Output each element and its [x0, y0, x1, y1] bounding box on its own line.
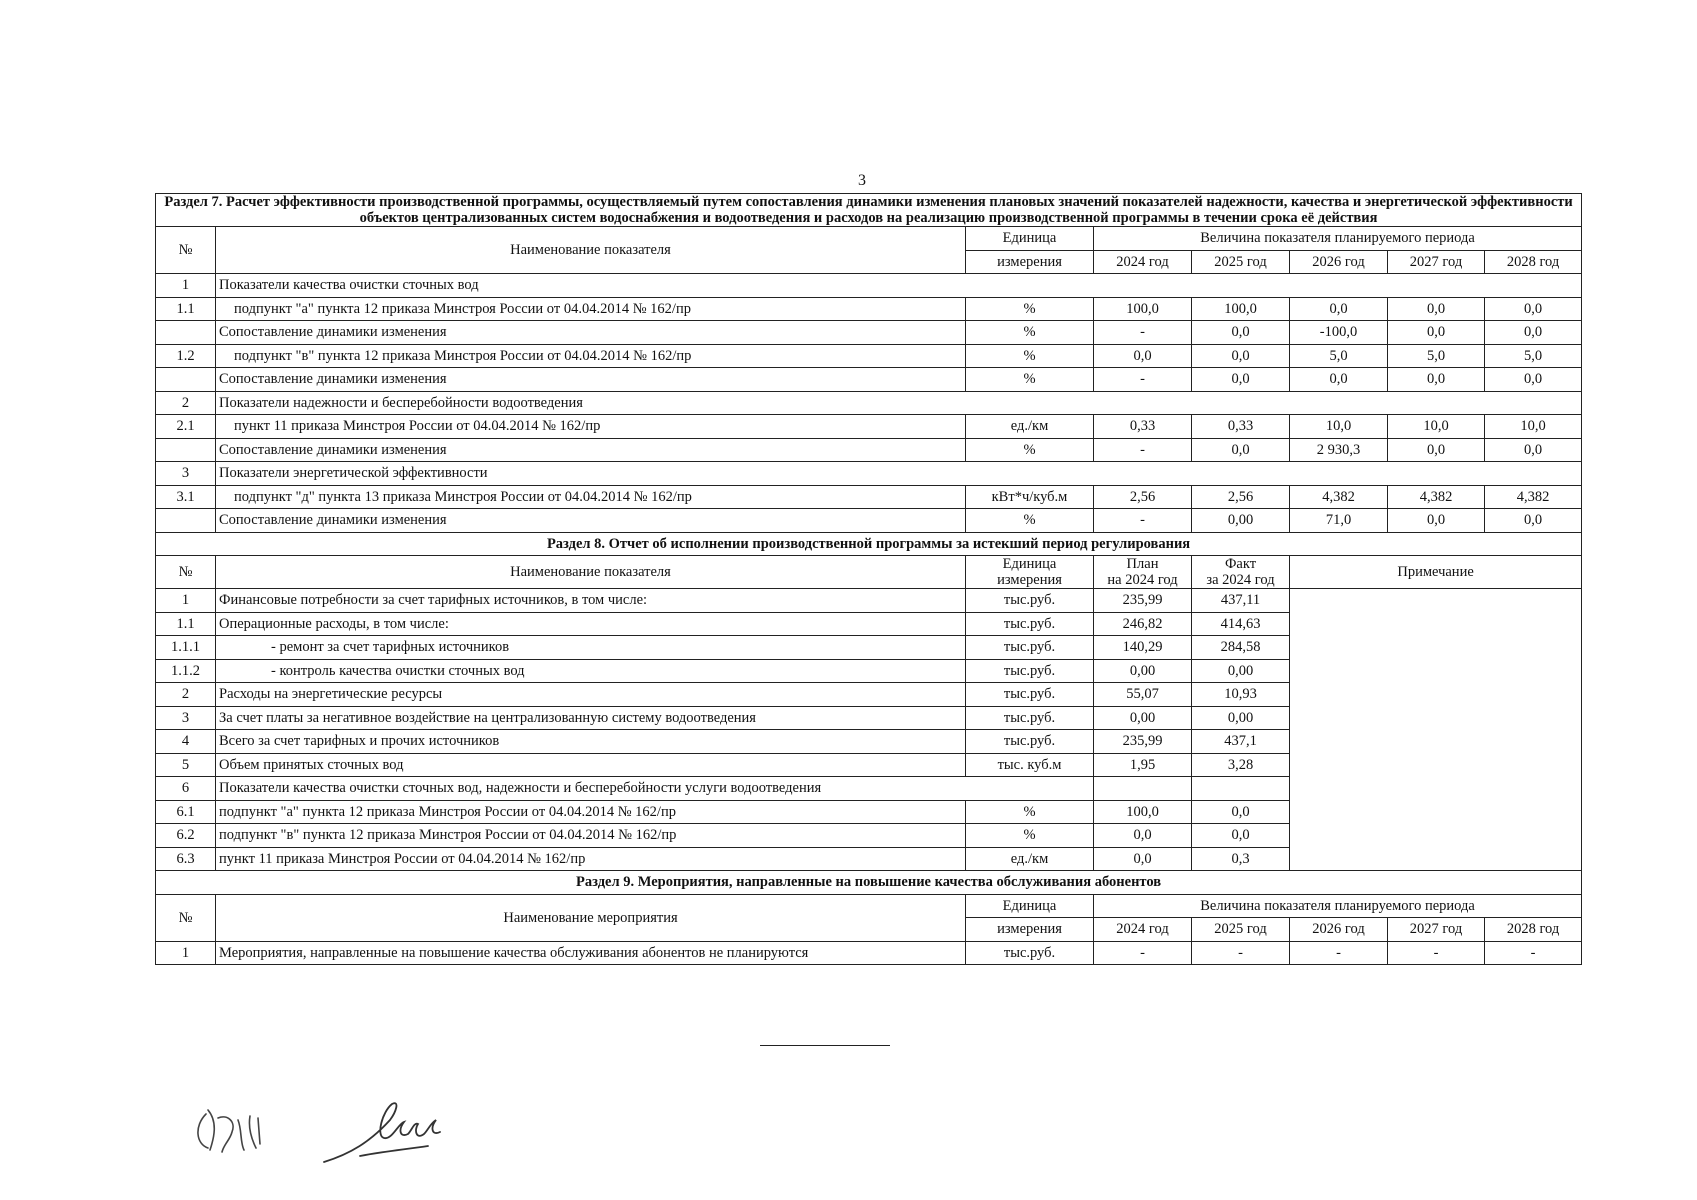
- value: 0,33: [1094, 415, 1192, 439]
- plan-value: 246,82: [1094, 612, 1192, 636]
- fact-value: 0,00: [1192, 659, 1290, 683]
- section-7-row: [156, 415, 1582, 439]
- plan-value: 0,0: [1094, 824, 1192, 848]
- value: -: [1094, 368, 1192, 392]
- unit: %: [966, 509, 1094, 533]
- header-fact: [1192, 556, 1290, 589]
- value: 10,0: [1290, 415, 1388, 439]
- value: 5,0: [1290, 344, 1388, 368]
- header-planned-period: Величина показателя планируемого периода: [1094, 894, 1582, 918]
- indicator-name: подпункт "а" пункта 12 приказа Минстроя России от 04.04.2014 № 162/пр: [216, 297, 966, 321]
- header-planned-period: Величина показателя планируемого периода: [1094, 227, 1582, 251]
- unit: %: [966, 824, 1094, 848]
- indicator-name: подпункт "д" пункта 13 приказа Минстроя России от 04.04.2014 № 162/пр: [216, 485, 966, 509]
- section-7-header-row: [156, 227, 1582, 251]
- header-year: 2026 год: [1290, 918, 1388, 942]
- value: 0,33: [1192, 415, 1290, 439]
- unit: тыс.руб.: [966, 730, 1094, 754]
- value: 4,382: [1388, 485, 1485, 509]
- section-9-header-row: [156, 894, 1582, 918]
- unit: %: [966, 368, 1094, 392]
- value: 10,0: [1485, 415, 1582, 439]
- indicator-name: Операционные расходы, в том числе:: [216, 612, 966, 636]
- row-number: 1: [156, 941, 216, 965]
- indicator-name: За счет платы за негативное воздействие на централизованную систему водоотведения: [216, 706, 966, 730]
- unit: ед./км: [966, 847, 1094, 871]
- section-7-row: [156, 462, 1582, 486]
- header-year: 2024 год: [1094, 250, 1192, 274]
- header-unit-line2: измерения: [997, 572, 1062, 588]
- section-7-row: [156, 368, 1582, 392]
- value: -: [1094, 321, 1192, 345]
- plan-value: 0,00: [1094, 706, 1192, 730]
- value: -: [1094, 509, 1192, 533]
- unit: %: [966, 438, 1094, 462]
- value: 4,382: [1485, 485, 1582, 509]
- row-number: 6.1: [156, 800, 216, 824]
- unit: тыс.руб.: [966, 636, 1094, 660]
- group-title: Показатели качества очистки сточных вод, надежности и бесперебойности услуги водоотведения: [216, 777, 1094, 801]
- value: 71,0: [1290, 509, 1388, 533]
- value: 100,0: [1192, 297, 1290, 321]
- header-year: 2026 год: [1290, 250, 1388, 274]
- indicator-name: Всего за счет тарифных и прочих источников: [216, 730, 966, 754]
- note-cell: [1290, 589, 1582, 871]
- section-7-row: [156, 438, 1582, 462]
- value: 5,0: [1485, 344, 1582, 368]
- fact-value: 437,1: [1192, 730, 1290, 754]
- value: -: [1485, 941, 1582, 965]
- header-indicator-name: Наименование показателя: [216, 556, 966, 589]
- unit: %: [966, 800, 1094, 824]
- section-7-title-row: [156, 194, 1582, 227]
- value: 2,56: [1192, 485, 1290, 509]
- value: 0,0: [1192, 368, 1290, 392]
- header-year: 2024 год: [1094, 918, 1192, 942]
- section-8-title-row: [156, 532, 1582, 556]
- header-note: Примечание: [1290, 556, 1582, 589]
- signature: [320, 1090, 450, 1170]
- indicator-name: подпункт "в" пункта 12 приказа Минстроя России от 04.04.2014 № 162/пр: [216, 824, 966, 848]
- section-7-row: [156, 274, 1582, 298]
- unit: %: [966, 321, 1094, 345]
- header-year: 2025 год: [1192, 918, 1290, 942]
- page-number: 3: [858, 172, 866, 189]
- indicator-name: Расходы на энергетические ресурсы: [216, 683, 966, 707]
- header-unit: [966, 556, 1094, 589]
- row-number: 4: [156, 730, 216, 754]
- section-9-title-row: [156, 871, 1582, 895]
- unit: %: [966, 297, 1094, 321]
- fact-value: 284,58: [1192, 636, 1290, 660]
- header-unit-line1: Единица: [1002, 556, 1057, 572]
- initials-signature: [188, 1100, 288, 1160]
- header-number: №: [156, 556, 216, 589]
- unit: тыс.руб.: [966, 683, 1094, 707]
- row-number: 1.1.1: [156, 636, 216, 660]
- indicator-name: пункт 11 приказа Минстроя России от 04.04.2014 № 162/пр: [216, 847, 966, 871]
- section-7-row: [156, 297, 1582, 321]
- section-7-row: [156, 391, 1582, 415]
- header-plan-line1: План: [1126, 556, 1159, 572]
- row-number: 3.1: [156, 485, 216, 509]
- row-number: 1.1: [156, 297, 216, 321]
- header-indicator-name: Наименование показателя: [216, 227, 966, 274]
- value: 0,0: [1388, 438, 1485, 462]
- section-9-title: Раздел 9. Мероприятия, направленные на повышение качества обслуживания абонентов: [156, 871, 1582, 895]
- row-number: 5: [156, 753, 216, 777]
- group-title: Показатели качества очистки сточных вод: [216, 274, 1582, 298]
- row-number: 3: [156, 706, 216, 730]
- header-measure-name: Наименование мероприятия: [216, 894, 966, 941]
- value: 0,00: [1192, 509, 1290, 533]
- value: 4,382: [1290, 485, 1388, 509]
- row-number: 1: [156, 589, 216, 613]
- report-table: [155, 193, 1582, 965]
- unit: кВт*ч/куб.м: [966, 485, 1094, 509]
- header-year: 2028 год: [1485, 918, 1582, 942]
- value: 5,0: [1388, 344, 1485, 368]
- header-year: 2027 год: [1388, 918, 1485, 942]
- indicator-name: Сопоставление динамики изменения: [216, 438, 966, 462]
- header-fact-line2: за 2024 год: [1206, 572, 1275, 588]
- value: -: [1192, 941, 1290, 965]
- row-number: [156, 438, 216, 462]
- indicator-name: Сопоставление динамики изменения: [216, 321, 966, 345]
- value: -: [1290, 941, 1388, 965]
- section-7-row: [156, 344, 1582, 368]
- unit: ед./км: [966, 415, 1094, 439]
- group-title: Показатели надежности и бесперебойности водоотведения: [216, 391, 1582, 415]
- fact-value: 0,00: [1192, 706, 1290, 730]
- row-number: [156, 509, 216, 533]
- value: 0,0: [1485, 368, 1582, 392]
- value: 0,0: [1485, 509, 1582, 533]
- unit: тыс.руб.: [966, 941, 1094, 965]
- plan-value: 1,95: [1094, 753, 1192, 777]
- header-fact-line1: Факт: [1224, 556, 1257, 572]
- row-number: 2: [156, 391, 216, 415]
- row-number: 6.3: [156, 847, 216, 871]
- value: 0,0: [1485, 438, 1582, 462]
- plan-value: 235,99: [1094, 589, 1192, 613]
- unit: тыс.руб.: [966, 612, 1094, 636]
- fact-value: [1192, 777, 1290, 801]
- header-year: 2025 год: [1192, 250, 1290, 274]
- header-plan-line2: на 2024 год: [1107, 572, 1178, 588]
- row-number: 1.2: [156, 344, 216, 368]
- indicator-name: - ремонт за счет тарифных источников: [216, 636, 966, 660]
- unit: %: [966, 344, 1094, 368]
- row-number: [156, 321, 216, 345]
- value: 0,0: [1388, 509, 1485, 533]
- unit: тыс.руб.: [966, 659, 1094, 683]
- row-number: 2: [156, 683, 216, 707]
- section-7-title: Раздел 7. Расчет эффективности производственной программы, осуществляемый путем сопоставления динамики изменения плановых значений показателей надежности, качества и энергетической эффективности объектов централизованных систем водоснабжения и водоотведения и расходов на реализацию производственной программы в течении срока её действия: [156, 194, 1582, 227]
- header-year: 2028 год: [1485, 250, 1582, 274]
- indicator-name: подпункт "в" пункта 12 приказа Минстроя России от 04.04.2014 № 162/пр: [216, 344, 966, 368]
- header-plan: [1094, 556, 1192, 589]
- value: 0,0: [1290, 368, 1388, 392]
- indicator-name: - контроль качества очистки сточных вод: [216, 659, 966, 683]
- row-number: 6.2: [156, 824, 216, 848]
- value: 100,0: [1094, 297, 1192, 321]
- section-7-row: [156, 485, 1582, 509]
- section-8-title: Раздел 8. Отчет об исполнении производственной программы за истекший период регулирования: [156, 532, 1582, 556]
- indicator-name: Сопоставление динамики изменения: [216, 509, 966, 533]
- value: 0,0: [1485, 297, 1582, 321]
- value: 0,0: [1192, 321, 1290, 345]
- value: 0,0: [1290, 297, 1388, 321]
- header-unit: Единица: [966, 227, 1094, 251]
- header-unit: Единица: [966, 894, 1094, 918]
- section-8-header-row: [156, 556, 1582, 589]
- fact-value: 0,0: [1192, 800, 1290, 824]
- value: 0,0: [1388, 297, 1485, 321]
- value: -100,0: [1290, 321, 1388, 345]
- section-8-row: [156, 589, 1582, 613]
- plan-value: 0,00: [1094, 659, 1192, 683]
- indicator-name: пункт 11 приказа Минстроя России от 04.04.2014 № 162/пр: [216, 415, 966, 439]
- header-unit-2: измерения: [966, 250, 1094, 274]
- header-number: №: [156, 227, 216, 274]
- header-year: 2027 год: [1388, 250, 1485, 274]
- value: 0,0: [1485, 321, 1582, 345]
- indicator-name: Сопоставление динамики изменения: [216, 368, 966, 392]
- value: 2,56: [1094, 485, 1192, 509]
- row-number: 1.1.2: [156, 659, 216, 683]
- section-9-row: [156, 941, 1582, 965]
- fact-value: 414,63: [1192, 612, 1290, 636]
- closing-rule: [760, 1045, 890, 1046]
- section-7-row: [156, 509, 1582, 533]
- plan-value: 235,99: [1094, 730, 1192, 754]
- row-number: 1.1: [156, 612, 216, 636]
- plan-value: 55,07: [1094, 683, 1192, 707]
- fact-value: 437,11: [1192, 589, 1290, 613]
- plan-value: 100,0: [1094, 800, 1192, 824]
- row-number: 3: [156, 462, 216, 486]
- fact-value: 0,0: [1192, 824, 1290, 848]
- value: 0,0: [1388, 368, 1485, 392]
- indicator-name: подпункт "а" пункта 12 приказа Минстроя России от 04.04.2014 № 162/пр: [216, 800, 966, 824]
- value: 0,0: [1192, 344, 1290, 368]
- row-number: 2.1: [156, 415, 216, 439]
- row-number: 1: [156, 274, 216, 298]
- plan-value: [1094, 777, 1192, 801]
- value: -: [1388, 941, 1485, 965]
- measure-name: Мероприятия, направленные на повышение качества обслуживания абонентов не планируются: [216, 941, 966, 965]
- fact-value: 3,28: [1192, 753, 1290, 777]
- group-title: Показатели энергетической эффективности: [216, 462, 1582, 486]
- header-unit-2: измерения: [966, 918, 1094, 942]
- value: 0,0: [1192, 438, 1290, 462]
- indicator-name: Объем принятых сточных вод: [216, 753, 966, 777]
- row-number: [156, 368, 216, 392]
- plan-value: 140,29: [1094, 636, 1192, 660]
- indicator-name: Финансовые потребности за счет тарифных источников, в том числе:: [216, 589, 966, 613]
- fact-value: 0,3: [1192, 847, 1290, 871]
- value: 0,0: [1094, 344, 1192, 368]
- value: 2 930,3: [1290, 438, 1388, 462]
- section-7-row: [156, 321, 1582, 345]
- fact-value: 10,93: [1192, 683, 1290, 707]
- value: 10,0: [1388, 415, 1485, 439]
- unit: тыс.руб.: [966, 589, 1094, 613]
- value: -: [1094, 438, 1192, 462]
- plan-value: 0,0: [1094, 847, 1192, 871]
- unit: тыс. куб.м: [966, 753, 1094, 777]
- row-number: 6: [156, 777, 216, 801]
- value: 0,0: [1388, 321, 1485, 345]
- header-number: №: [156, 894, 216, 941]
- unit: тыс.руб.: [966, 706, 1094, 730]
- value: -: [1094, 941, 1192, 965]
